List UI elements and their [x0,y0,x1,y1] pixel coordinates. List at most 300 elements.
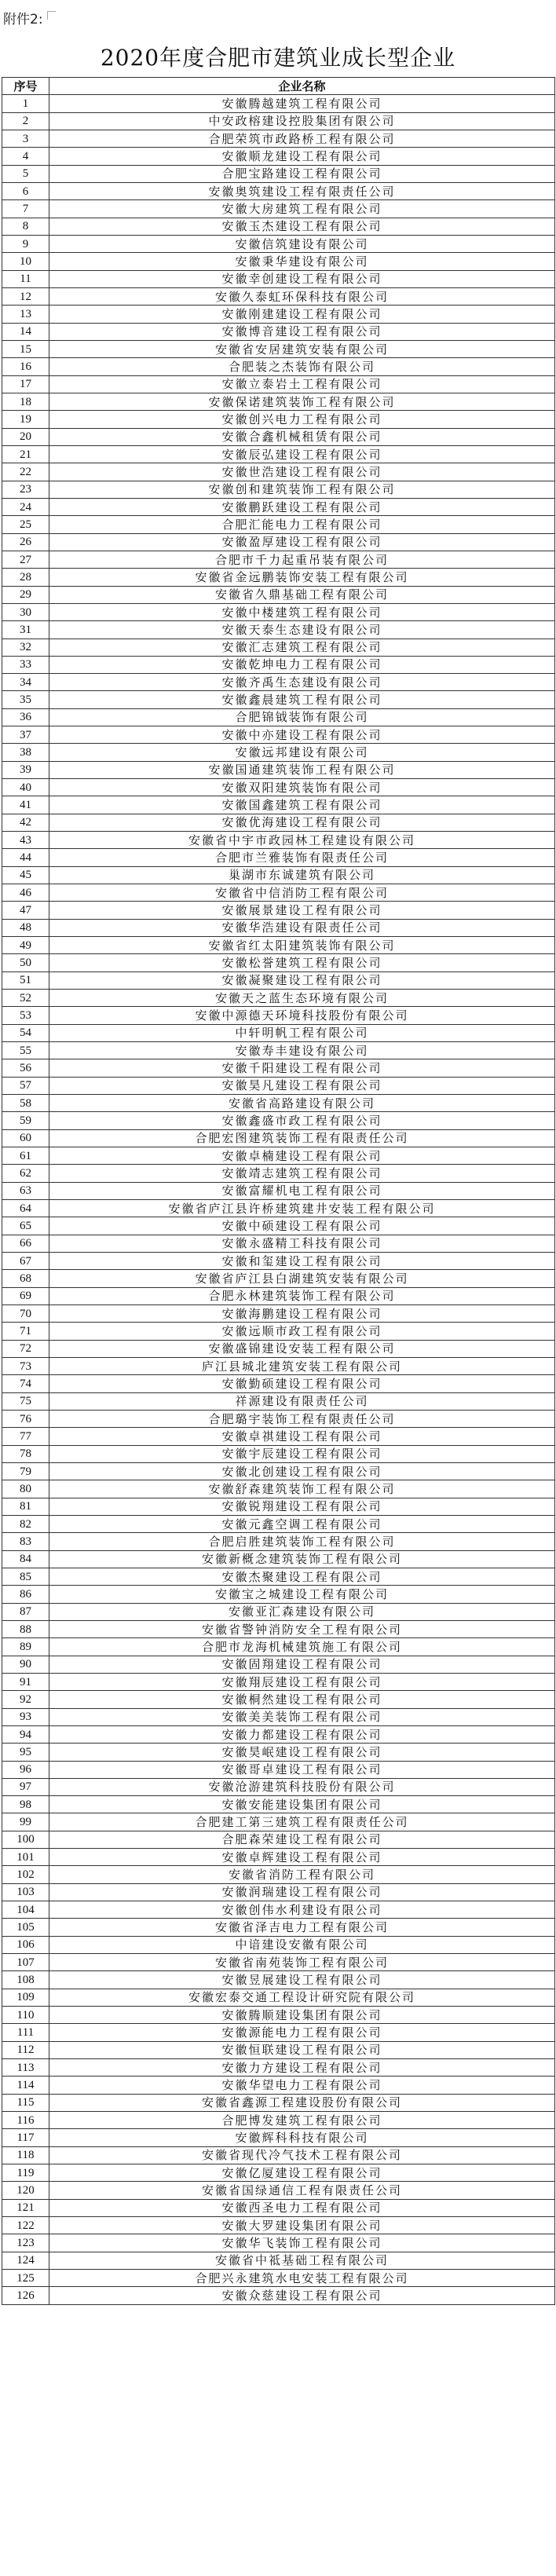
row-number: 125 [2,2270,49,2287]
row-number: 45 [2,866,49,884]
row-number: 47 [2,902,49,919]
table-row [2,761,555,778]
row-number: 111 [2,2024,49,2041]
company-name: 合肥市兰雅装饰有限责任公司 [49,849,555,866]
company-name: 合肥永林建筑装饰工程有限公司 [49,1287,555,1304]
company-name: 安徽昊凡建设工程有限公司 [49,1077,555,1094]
company-name: 安徽乾坤电力工程有限公司 [49,656,555,673]
row-number: 59 [2,1112,49,1129]
company-name: 安徽盛锦建设安装工程有限公司 [49,1340,555,1357]
company-name: 安徽中楼建筑工程有限公司 [49,603,555,620]
company-name: 安徽省久鼎基础工程有限公司 [49,586,555,603]
row-number: 77 [2,1428,49,1445]
table-row [2,2094,555,2111]
company-name: 安徽顺龙建设工程有限公司 [49,148,555,165]
table-row [2,726,555,744]
table-row [2,1252,555,1269]
row-number: 23 [2,481,49,498]
row-number: 99 [2,1813,49,1831]
row-number: 86 [2,1586,49,1603]
company-name: 安徽桐然建设工程有限公司 [49,1691,555,1708]
table-row [2,1708,555,1725]
row-number: 94 [2,1725,49,1743]
company-name: 安徽宝之城建设工程有限公司 [49,1586,555,1603]
table-row [2,253,555,270]
company-name: 安徽展景建设工程有限公司 [49,902,555,919]
row-number: 65 [2,1217,49,1235]
row-number: 34 [2,674,49,691]
row-number: 28 [2,569,49,586]
row-number: 17 [2,375,49,393]
company-name: 安徽大罗建设集团有限公司 [49,2217,555,2234]
row-number: 75 [2,1392,49,1410]
table-row [2,2077,555,2094]
row-number: 8 [2,218,49,235]
table-row [2,340,555,357]
row-number: 109 [2,1989,49,2006]
table-row [2,200,555,218]
company-name: 合肥锦钺装饰有限公司 [49,708,555,726]
row-number: 89 [2,1638,49,1656]
row-number: 121 [2,2199,49,2216]
company-name: 安徽远顺市政工程有限公司 [49,1323,555,1340]
company-name: 安徽华飞装饰工程有限公司 [49,2234,555,2252]
row-number: 57 [2,1077,49,1094]
table-row [2,1831,555,1848]
company-name: 安徽创和建筑装饰工程有限公司 [49,481,555,498]
company-table-container [2,77,554,2305]
company-name: 安徽省红太阳建筑装饰有限公司 [49,937,555,954]
row-number: 64 [2,1200,49,1217]
company-name: 安徽鑫盛市政工程有限公司 [49,1112,555,1129]
company-name: 安徽卓祺建设工程有限公司 [49,1428,555,1445]
table-row [2,1568,555,1585]
table-row [2,1901,555,1919]
company-name: 安徽天之蓝生态环境有限公司 [49,990,555,1007]
row-number: 33 [2,656,49,673]
table-row [2,481,555,498]
row-number: 113 [2,2059,49,2077]
row-number: 72 [2,1340,49,1357]
row-number: 7 [2,200,49,218]
company-name: 中谙建设安徽有限公司 [49,1936,555,1953]
company-name: 合肥兴永建筑水电安装工程有限公司 [49,2270,555,2287]
table-row [2,569,555,586]
table-row [2,1340,555,1357]
company-name: 安徽永盛精工科技有限公司 [49,1235,555,1252]
company-name: 安徽中亦建设工程有限公司 [49,726,555,744]
table-row [2,1200,555,1217]
table-row [2,1725,555,1743]
table-row [2,1954,555,1971]
row-number: 126 [2,2287,49,2304]
table-row [2,533,555,551]
row-number: 15 [2,340,49,357]
table-row [2,1410,555,1427]
company-name: 安徽立泰岩土工程有限公司 [49,375,555,393]
company-name: 安徽辰弘建设工程有限公司 [49,445,555,463]
company-name: 安徽国鑫建筑工程有限公司 [49,796,555,814]
row-number: 66 [2,1235,49,1252]
company-name: 安徽信筑建设有限公司 [49,235,555,252]
company-name: 合肥宏图建筑装饰工程有限责任公司 [49,1129,555,1147]
table-row [2,990,555,1007]
table-row [2,1357,555,1374]
company-name: 安徽幸创建设工程有限公司 [49,270,555,287]
table-row [2,1586,555,1603]
row-number: 13 [2,306,49,323]
company-name: 安徽久泰虹环保科技有限公司 [49,287,555,305]
row-number: 3 [2,130,49,147]
table-row [2,971,555,989]
company-name: 合肥市龙海机械建筑施工有限公司 [49,1638,555,1656]
table-row [2,2287,555,2304]
company-name: 安徽凝聚建设工程有限公司 [49,971,555,989]
row-number: 96 [2,1761,49,1778]
company-name: 安徽省安居建筑安装有限公司 [49,340,555,357]
table-row [2,2112,555,2129]
table-row [2,1796,555,1813]
company-name: 安徽省现代冷气技术工程有限公司 [49,2146,555,2164]
company-name: 安徽哥卓建设工程有限公司 [49,1761,555,1778]
company-name: 中安政榕建设控股集团有限公司 [49,112,555,130]
table-row [2,1550,555,1568]
row-number: 93 [2,1708,49,1725]
table-row [2,411,555,428]
row-number: 6 [2,182,49,199]
company-name: 合肥森荣建设工程有限公司 [49,1831,555,1848]
company-name: 安徽省中信消防工程有限公司 [49,884,555,902]
footer-fade [0,2562,556,2576]
row-number: 39 [2,761,49,778]
row-number: 19 [2,411,49,428]
row-number: 92 [2,1691,49,1708]
table-row [2,1480,555,1498]
row-number: 80 [2,1480,49,1498]
company-name: 合肥璐宇装饰工程有限责任公司 [49,1410,555,1427]
row-number: 62 [2,1165,49,1182]
company-name: 安徽沧游建筑科技股份有限公司 [49,1778,555,1795]
company-name: 安徽华望电力工程有限公司 [49,2077,555,2094]
table-row [2,306,555,323]
table-row [2,1691,555,1708]
table-row [2,779,555,796]
row-number: 60 [2,1129,49,1147]
table-row [2,1849,555,1866]
row-number: 101 [2,1849,49,1866]
row-number: 10 [2,253,49,270]
row-number: 91 [2,1673,49,1690]
table-row [2,1813,555,1831]
table-row [2,112,555,130]
company-name: 安徽美美装饰工程有限公司 [49,1708,555,1725]
table-row [2,1059,555,1077]
company-name: 安徽昊岷建设工程有限公司 [49,1744,555,1761]
row-number: 29 [2,586,49,603]
row-number: 85 [2,1568,49,1585]
table-row [2,516,555,533]
company-name: 安徽华浩建设有限责任公司 [49,919,555,936]
table-row [2,270,555,287]
table-row [2,1165,555,1182]
table-row [2,814,555,831]
company-name: 安徽省警钟消防安全工程有限公司 [49,1620,555,1637]
row-number: 54 [2,1024,49,1041]
table-row [2,1147,555,1165]
row-number: 68 [2,1270,49,1287]
table-row [2,2129,555,2146]
table-row [2,1989,555,2006]
table-row [2,428,555,445]
table-row [2,551,555,568]
company-name: 安徽亿厦建设工程有限公司 [49,2164,555,2182]
table-row [2,218,555,235]
row-number: 106 [2,1936,49,1953]
company-name: 合肥建工第三建筑工程有限责任公司 [49,1813,555,1831]
table-row [2,445,555,463]
table-row [2,1217,555,1235]
company-name: 安徽千阳建设工程有限公司 [49,1059,555,1077]
company-name: 安徽润瑞建设工程有限公司 [49,1883,555,1901]
row-number: 2 [2,112,49,130]
row-number: 73 [2,1357,49,1374]
table-row [2,393,555,410]
row-number: 12 [2,287,49,305]
table-row [2,1919,555,1936]
company-name: 庐江县城北建筑安装工程有限公司 [49,1357,555,1374]
company-name: 安徽省高路建设有限公司 [49,1095,555,1112]
company-name: 安徽锐翔建设工程有限公司 [49,1498,555,1515]
row-number: 116 [2,2112,49,2129]
row-number: 9 [2,235,49,252]
table-row [2,796,555,814]
company-name: 安徽杰聚建设工程有限公司 [49,1568,555,1585]
table-row [2,1077,555,1094]
row-number: 117 [2,2129,49,2146]
table-row [2,1761,555,1778]
row-number: 104 [2,1901,49,1919]
row-number: 44 [2,849,49,866]
table-row [2,744,555,761]
table-row [2,1007,555,1024]
company-name: 安徽世浩建设工程有限公司 [49,463,555,481]
table-row [2,954,555,971]
table-row [2,674,555,691]
table-row [2,2182,555,2199]
row-number: 51 [2,971,49,989]
company-name: 安徽省泽吉电力工程有限公司 [49,1919,555,1936]
company-name: 安徽卓辉建设工程有限公司 [49,1849,555,1866]
row-number: 18 [2,393,49,410]
table-row [2,235,555,252]
company-name: 安徽新概念建筑装饰工程有限公司 [49,1550,555,1568]
row-number: 78 [2,1445,49,1462]
table-row [2,1287,555,1304]
row-number: 46 [2,884,49,902]
table-row [2,884,555,902]
row-number: 25 [2,516,49,533]
row-number: 79 [2,1462,49,1480]
company-name: 合肥荣筑市政路桥工程有限公司 [49,130,555,147]
row-number: 70 [2,1304,49,1322]
row-number: 58 [2,1095,49,1112]
row-number: 41 [2,796,49,814]
company-name: 安徽创伟水利建设有限公司 [49,1901,555,1919]
company-name: 安徽省消防工程有限公司 [49,1866,555,1883]
table-row [2,498,555,515]
row-number: 81 [2,1498,49,1515]
company-name: 安徽双阳建筑装饰有限公司 [49,779,555,796]
row-number: 122 [2,2217,49,2234]
company-name: 安徽翔辰建设工程有限公司 [49,1673,555,1690]
company-name: 安徽亚汇森建设有限公司 [49,1603,555,1620]
row-number: 63 [2,1182,49,1199]
table-row [2,1375,555,1392]
row-number: 35 [2,691,49,708]
row-number: 107 [2,1954,49,1971]
row-number: 55 [2,1042,49,1059]
company-name: 安徽盈厚建设工程有限公司 [49,533,555,551]
table-row [2,1129,555,1147]
table-row [2,639,555,656]
row-number: 31 [2,621,49,639]
row-number: 14 [2,323,49,340]
company-name: 安徽合鑫机械租赁有限公司 [49,428,555,445]
row-number: 119 [2,2164,49,2182]
row-number: 50 [2,954,49,971]
company-name: 安徽和玺建设工程有限公司 [49,1252,555,1269]
company-name: 安徽宏泰交通工程设计研究院有限公司 [49,1989,555,2006]
row-number: 74 [2,1375,49,1392]
table-row [2,866,555,884]
row-number: 21 [2,445,49,463]
company-name: 安徽省庐江县白湖建筑安装有限公司 [49,1270,555,1287]
company-name: 合肥汇能电力工程有限公司 [49,516,555,533]
company-name: 安徽富耀机电工程有限公司 [49,1182,555,1199]
row-number: 24 [2,498,49,515]
company-name: 安徽创兴电力工程有限公司 [49,411,555,428]
table-row [2,1445,555,1462]
row-number: 103 [2,1883,49,1901]
row-number: 98 [2,1796,49,1813]
table-row [2,2146,555,2164]
company-name: 安徽源能电力工程有限公司 [49,2024,555,2041]
company-name: 安徽保诺建筑装饰工程有限公司 [49,393,555,410]
company-name: 安徽国通建筑装饰工程有限公司 [49,761,555,778]
attachment-label: 附件2: [3,12,43,27]
company-name: 安徽松誉建筑工程有限公司 [49,954,555,971]
row-number: 38 [2,744,49,761]
table-row [2,708,555,726]
table-row [2,1883,555,1901]
company-name: 安徽刚建建设工程有限公司 [49,306,555,323]
table-row [2,1270,555,1287]
table-row [2,691,555,708]
row-number: 69 [2,1287,49,1304]
company-name: 安徽辉科科技有限公司 [49,2129,555,2146]
table-row [2,849,555,866]
company-name: 安徽汇志建筑工程有限公司 [49,639,555,656]
row-number: 102 [2,1866,49,1883]
company-name: 安徽鑫晨建筑工程有限公司 [49,691,555,708]
row-number: 11 [2,270,49,287]
table-row [2,148,555,165]
row-number: 42 [2,814,49,831]
table-row [2,2252,555,2269]
table-row [2,1182,555,1199]
row-number: 87 [2,1603,49,1620]
company-name: 安徽恒联建设工程有限公司 [49,2041,555,2058]
company-name: 安徽省中宇市政园林工程建设有限公司 [49,832,555,849]
table-row [2,358,555,375]
company-name: 合肥博发建筑工程有限公司 [49,2112,555,2129]
company-name: 巢湖市东诚建筑有限公司 [49,866,555,884]
table-row [2,1515,555,1532]
column-header-number: 序号 [2,78,49,95]
row-number: 82 [2,1515,49,1532]
company-name: 合肥装之杰装饰有限公司 [49,358,555,375]
table-row [2,375,555,393]
table-row [2,2007,555,2024]
company-name: 安徽省金远鹏装饰安装工程有限公司 [49,569,555,586]
company-name: 安徽舒森建筑装饰工程有限公司 [49,1480,555,1498]
table-header-row [2,78,555,95]
row-number: 36 [2,708,49,726]
company-name: 安徽宇辰建设工程有限公司 [49,1445,555,1462]
row-number: 52 [2,990,49,1007]
table-row [2,656,555,673]
company-name: 安徽寿丰建设有限公司 [49,1042,555,1059]
row-number: 105 [2,1919,49,1936]
company-name: 安徽省庐江县许桥建筑建井安装工程有限公司 [49,1200,555,1217]
row-number: 112 [2,2041,49,2058]
company-name: 安徽力方建设工程有限公司 [49,2059,555,2077]
company-name: 安徽优海建设工程有限公司 [49,814,555,831]
table-row [2,1024,555,1041]
table-row [2,2234,555,2252]
table-row [2,2199,555,2216]
table-row [2,1778,555,1795]
company-name: 安徽省鑫源工程建设股份有限公司 [49,2094,555,2111]
company-name: 安徽海鹏建设工程有限公司 [49,1304,555,1322]
table-row [2,323,555,340]
row-number: 83 [2,1533,49,1550]
row-number: 97 [2,1778,49,1795]
company-name: 合肥启胜建筑装饰工程有限公司 [49,1533,555,1550]
row-number: 95 [2,1744,49,1761]
table-row [2,165,555,182]
row-number: 26 [2,533,49,551]
table-row [2,1866,555,1883]
column-header-company-name: 企业名称 [49,78,555,95]
company-name: 安徽秉华建设有限公司 [49,253,555,270]
table-row [2,1936,555,1953]
table-row [2,621,555,639]
company-name: 安徽省中祗基础工程有限公司 [49,2252,555,2269]
row-number: 27 [2,551,49,568]
table-row [2,919,555,936]
table-row [2,1498,555,1515]
company-name: 安徽元鑫空调工程有限公司 [49,1515,555,1532]
company-name: 中轩明帆工程有限公司 [49,1024,555,1041]
table-row [2,1095,555,1112]
table-row [2,2217,555,2234]
row-number: 56 [2,1059,49,1077]
table-row [2,902,555,919]
company-table [2,77,555,2305]
table-row [2,586,555,603]
table-row [2,2024,555,2041]
